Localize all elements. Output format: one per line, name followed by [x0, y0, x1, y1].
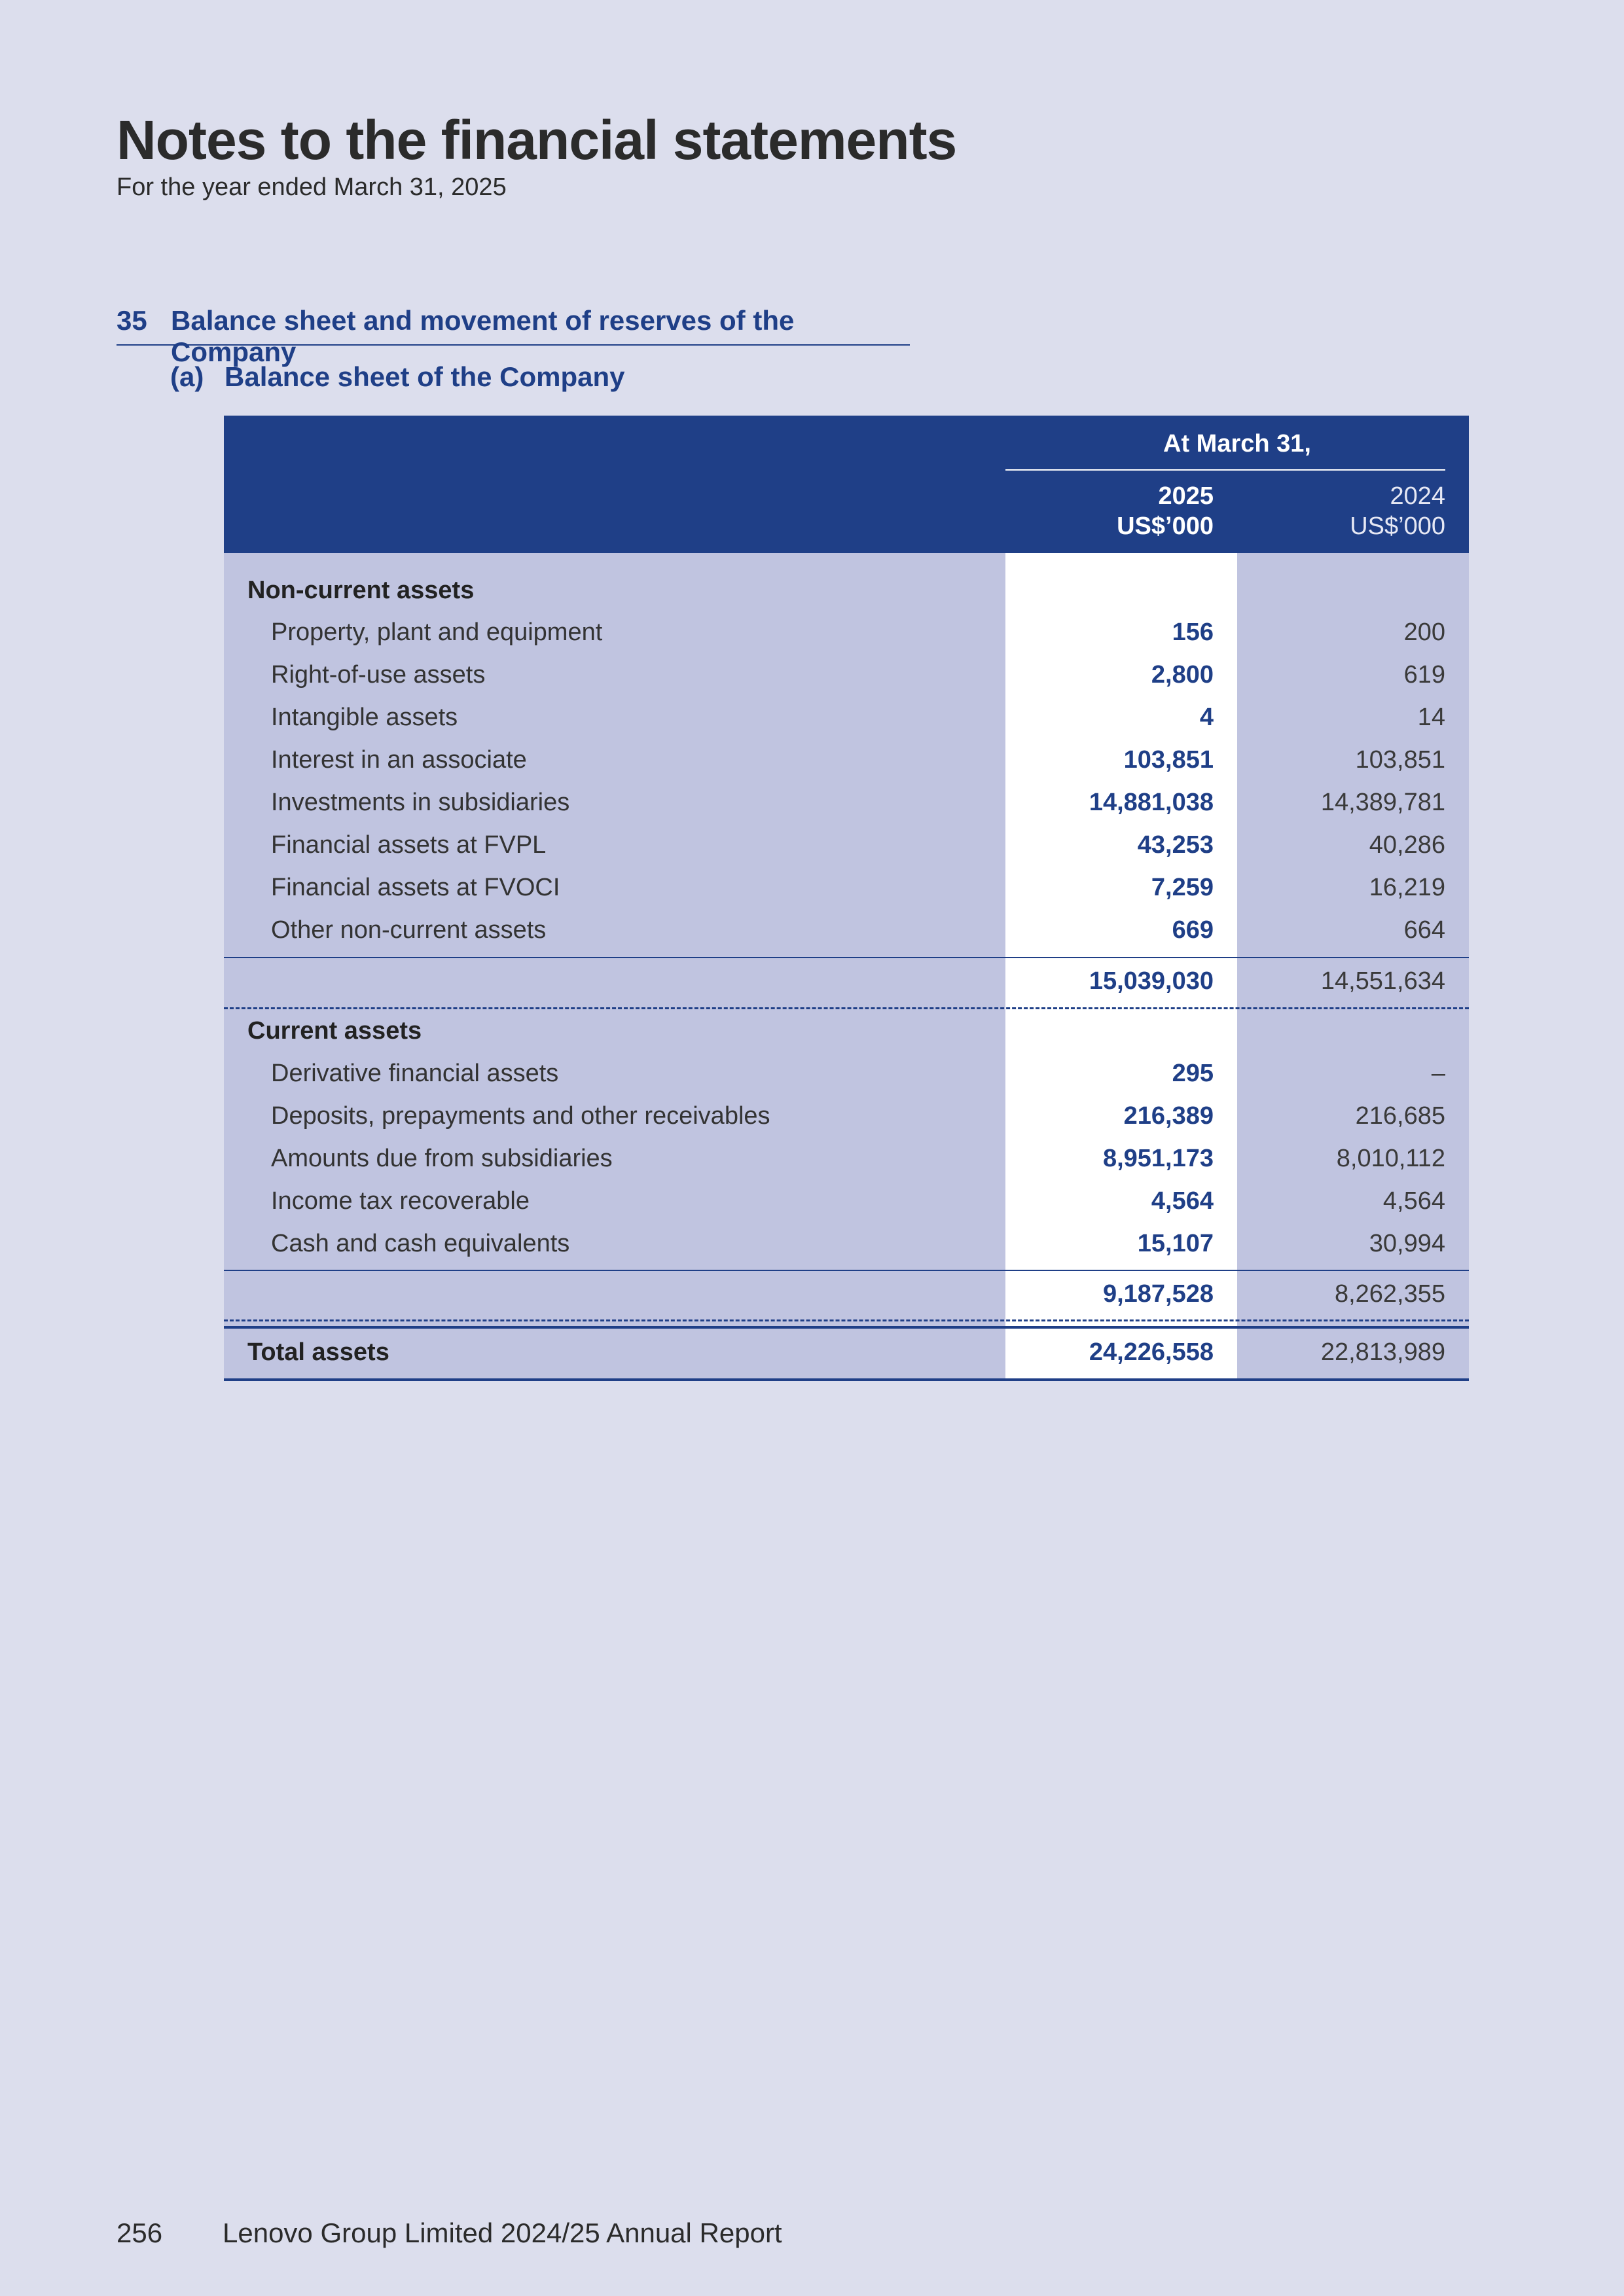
- subtotal-row: [224, 961, 1469, 1003]
- value-2024: 14: [1417, 704, 1445, 731]
- total-rule: [224, 1326, 1469, 1329]
- row-label: Intangible assets: [271, 704, 458, 731]
- row-label: Financial assets at FVOCI: [271, 874, 560, 901]
- value-2024: 664: [1403, 916, 1445, 944]
- table-header: [224, 416, 1469, 553]
- value-2024: 40,286: [1369, 831, 1445, 859]
- column-header-2024: [1237, 481, 1445, 541]
- column-2025-year: 2025: [1158, 482, 1214, 510]
- table-row: [224, 697, 1469, 739]
- row-label: Deposits, prepayments and other receivables: [271, 1102, 770, 1130]
- table-row: [224, 1053, 1469, 1095]
- row-label: Investments in subsidiaries: [271, 789, 570, 816]
- table-row: [224, 1138, 1469, 1180]
- total-row: [224, 1332, 1469, 1374]
- value-2025: 156: [1172, 619, 1214, 646]
- category-row: [224, 570, 1469, 612]
- row-label: Interest in an associate: [271, 746, 527, 774]
- value-2025: 2,800: [1151, 661, 1214, 689]
- value-2024: 4,564: [1382, 1187, 1445, 1215]
- subsection-label: (a): [170, 361, 204, 392]
- report-name: Lenovo Group Limited 2024/25 Annual Report: [223, 2217, 782, 2248]
- subtotal-rule: [224, 1270, 1469, 1271]
- subsection-title: Balance sheet of the Company: [225, 361, 625, 392]
- group-header-rule: [1005, 469, 1445, 471]
- value-2025: 4: [1199, 704, 1214, 731]
- dashed-rule: [224, 1007, 1469, 1009]
- subtotal-2025: 9,187,528: [1102, 1280, 1214, 1308]
- value-2024: 8,010,112: [1336, 1145, 1445, 1172]
- row-label: Other non-current assets: [271, 916, 547, 944]
- value-2025: 216,389: [1123, 1102, 1214, 1130]
- value-2025: 14,881,038: [1089, 789, 1214, 816]
- subtotal-row: [224, 1274, 1469, 1316]
- subsection-heading: [170, 361, 625, 393]
- table-row: [224, 782, 1469, 824]
- value-2025: 669: [1172, 916, 1214, 944]
- table-bottom-rule: [224, 1378, 1469, 1381]
- category-label: Non-current assets: [247, 577, 475, 604]
- row-label: Amounts due from subsidiaries: [271, 1145, 613, 1172]
- table-row: [224, 655, 1469, 696]
- table-row: [224, 612, 1469, 654]
- value-2025: 295: [1172, 1060, 1214, 1087]
- value-2024: 14,389,781: [1320, 789, 1445, 816]
- balance-sheet-table: [224, 416, 1469, 1381]
- row-label: Property, plant and equipment: [271, 619, 603, 646]
- value-2024: 216,685: [1355, 1102, 1445, 1130]
- table-row: [224, 1223, 1469, 1265]
- table-row: [224, 825, 1469, 867]
- row-label: Financial assets at FVPL: [271, 831, 547, 859]
- value-2025: 103,851: [1123, 746, 1214, 774]
- column-header-2025: [1005, 481, 1214, 541]
- row-label: Income tax recoverable: [271, 1187, 530, 1215]
- value-2025: 15,107: [1137, 1230, 1214, 1257]
- subtotal-rule: [224, 957, 1469, 958]
- total-label: Total assets: [247, 1338, 389, 1366]
- row-label: Derivative financial assets: [271, 1060, 559, 1087]
- page-subtitle: For the year ended March 31, 2025: [117, 173, 507, 201]
- category-label: Current assets: [247, 1017, 422, 1045]
- section-number: 35: [117, 305, 147, 336]
- page-title: Notes to the financial statements: [117, 109, 957, 171]
- section-heading: [117, 305, 910, 367]
- value-2025: 43,253: [1137, 831, 1214, 859]
- value-2024: 103,851: [1355, 746, 1445, 774]
- value-2024: 200: [1403, 619, 1445, 646]
- table-row: [224, 910, 1469, 952]
- value-2025: 7,259: [1151, 874, 1214, 901]
- row-label: Cash and cash equivalents: [271, 1230, 570, 1257]
- table-row: [224, 740, 1469, 781]
- column-2024-year: 2024: [1390, 482, 1445, 510]
- subtotal-2024: 14,551,634: [1320, 967, 1445, 995]
- value-2024: 619: [1403, 661, 1445, 689]
- table-row: [224, 1096, 1469, 1138]
- category-row: [224, 1011, 1469, 1052]
- dashed-rule: [224, 1319, 1469, 1321]
- column-2025-unit: US$’000: [1117, 512, 1214, 540]
- row-label: Right-of-use assets: [271, 661, 486, 689]
- table-row: [224, 867, 1469, 909]
- total-2025: 24,226,558: [1089, 1338, 1214, 1366]
- value-2024: 30,994: [1369, 1230, 1445, 1257]
- value-2025: 4,564: [1151, 1187, 1214, 1215]
- page-number: 256: [117, 2217, 163, 2248]
- value-2024: –: [1431, 1060, 1445, 1087]
- subtotal-2025: 15,039,030: [1089, 967, 1214, 995]
- column-2024-unit: US$’000: [1350, 512, 1445, 540]
- total-2024: 22,813,989: [1320, 1338, 1445, 1366]
- value-2024: 16,219: [1369, 874, 1445, 901]
- group-header: At March 31,: [1163, 430, 1311, 457]
- subtotal-2024: 8,262,355: [1334, 1280, 1445, 1308]
- table-row: [224, 1181, 1469, 1223]
- value-2025: 8,951,173: [1102, 1145, 1214, 1172]
- section-title: Balance sheet and movement of reserves of the Company: [171, 305, 795, 367]
